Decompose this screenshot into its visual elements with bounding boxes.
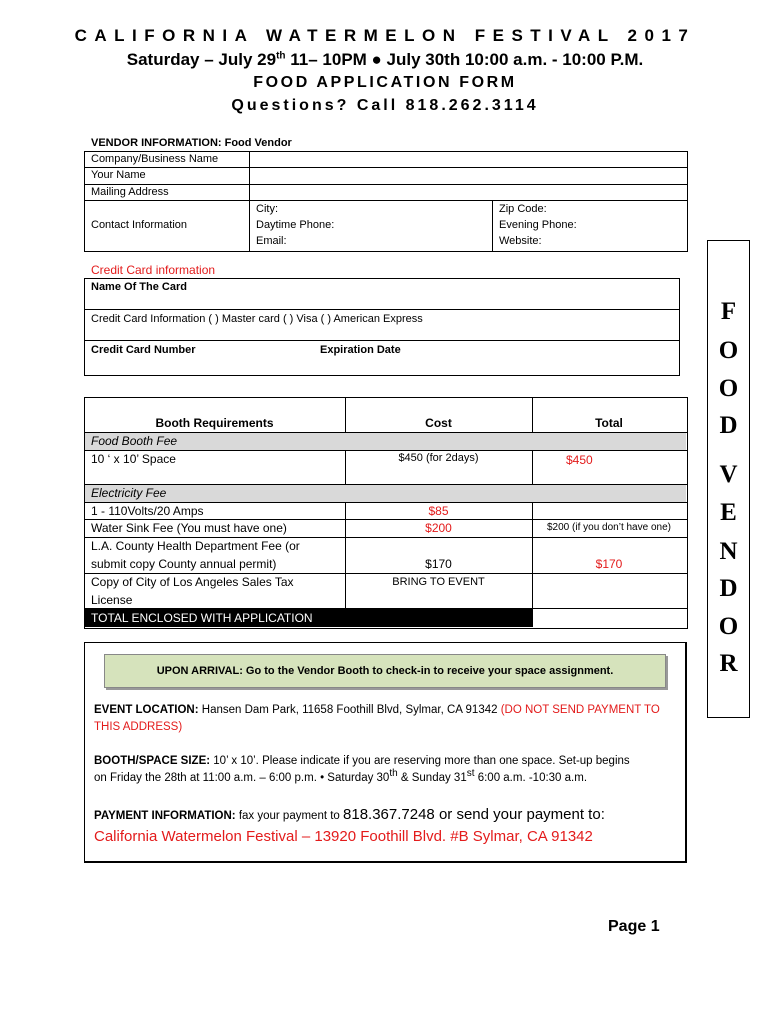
website-field[interactable]: Website:	[499, 235, 542, 247]
side-letter: E	[720, 499, 737, 526]
side-letter: D	[719, 412, 738, 439]
side-letter: V	[719, 461, 738, 488]
side-letter: F	[720, 298, 737, 325]
side-letter: O	[718, 613, 739, 640]
arrival-banner: UPON ARRIVAL: Go to the Vendor Booth to check-in to receive your space assignment.	[104, 654, 666, 688]
health-fee-cost: $170	[425, 557, 452, 571]
space-size-total: $450	[566, 453, 593, 467]
payment-phone: 818.367.7248 or send your payment to:	[343, 806, 605, 823]
sales-tax-cost: BRING TO EVENT	[392, 576, 485, 588]
date-post: 11– 10PM ● July 30th 10:00 a.m. - 10:00 P.M.	[285, 50, 644, 69]
card-type-options[interactable]: Credit Card Information ( ) Master card ( ) Visa ( ) American Express	[91, 313, 423, 325]
booth-sup-th: th	[389, 768, 398, 780]
booth-space-label: BOOTH/SPACE SIZE:	[94, 755, 211, 767]
date-sup: th	[276, 50, 286, 62]
email-field[interactable]: Email:	[256, 235, 287, 247]
col-cost: Cost	[425, 416, 452, 430]
mailing-label: Mailing Address	[91, 186, 169, 198]
expiration-label: Expiration Date	[320, 344, 401, 356]
amps-cost: $85	[428, 504, 449, 518]
payment-text: fax your payment to	[235, 810, 344, 822]
your-name-label: Your Name	[91, 169, 146, 181]
festival-dates	[0, 50, 770, 70]
name-on-card-label: Name Of The Card	[91, 281, 187, 293]
questions-line: Questions? Call 818.262.3114	[231, 97, 539, 114]
page-number: Page 1	[608, 918, 660, 935]
booth-space-text2a: on Friday the 28th at 11:00 a.m. – 6:00 p.m. • Saturday 30	[94, 772, 390, 784]
water-sink-label: Water Sink Fee (You must have one)	[91, 521, 287, 535]
booth-space-text2c: 6:00 a.m. -10:30 a.m.	[474, 772, 588, 784]
payment-address: California Watermelon Festival – 13920 Foothill Blvd. #B Sylmar, CA 91342	[94, 828, 593, 845]
festival-title: CALIFORNIA WATERMELON FESTIVAL 2017	[74, 26, 696, 45]
booth-space-text2b: & Sunday 31	[397, 772, 467, 784]
side-letter: N	[719, 538, 738, 565]
contact-label: Contact Information	[91, 219, 187, 231]
col-booth-requirements: Booth Requirements	[155, 416, 274, 430]
credit-card-title: Credit Card information	[91, 263, 216, 277]
electricity-band	[85, 484, 686, 502]
payment-info	[94, 806, 684, 824]
amps-label: 1 - 110Volts/20 Amps	[91, 504, 204, 518]
space-size-cost: $450 (for 2days)	[398, 452, 479, 464]
health-fee-line1: L.A. County Health Department Fee (or	[91, 539, 300, 553]
side-letter: O	[718, 375, 739, 402]
electricity-fee-label: Electricity Fee	[91, 486, 167, 500]
booth-sup-st: st	[466, 768, 475, 780]
health-fee-total: $170	[595, 557, 623, 571]
event-location-text: Hansen Dam Park, 11658 Foothill Blvd, Sylmar, CA 91342	[198, 704, 501, 716]
water-sink-cost: $200	[425, 521, 452, 535]
date-pre: Saturday – July 29	[126, 50, 277, 69]
card-number-label: Credit Card Number	[91, 344, 196, 356]
event-location-warning: (DO NOT SEND PAYMENT TO THIS ADDRESS)	[94, 704, 660, 733]
booth-space-text: 10’ x 10’. Please indicate if you are reserving more than one space. Set-up begins	[210, 755, 630, 767]
food-vendor-sidebar	[707, 240, 750, 718]
evening-phone-field[interactable]: Evening Phone:	[499, 219, 577, 231]
space-size-label: 10 ‘ x 10’ Space	[91, 452, 176, 466]
sales-tax-line2: License	[91, 593, 133, 607]
col-total: Total	[595, 416, 623, 430]
company-label: Company/Business Name	[91, 153, 219, 165]
health-fee-line2: submit copy County annual permit)	[91, 557, 277, 571]
sales-tax-line1: Copy of City of Los Angeles Sales Tax	[91, 575, 294, 589]
food-booth-fee-label: Food Booth Fee	[91, 434, 178, 448]
payment-label: PAYMENT INFORMATION:	[94, 810, 236, 822]
daytime-phone-field[interactable]: Daytime Phone:	[256, 219, 335, 231]
side-letter: O	[718, 337, 739, 364]
zip-field[interactable]: Zip Code:	[499, 203, 547, 215]
city-field[interactable]: City:	[256, 203, 278, 215]
water-sink-total: $200 (if you don’t have one)	[547, 522, 671, 533]
side-letter: R	[719, 650, 738, 677]
vendor-section-title: VENDOR INFORMATION: Food Vendor	[91, 137, 292, 149]
event-location-label: EVENT LOCATION:	[94, 704, 199, 716]
form-title: FOOD APPLICATION FORM	[253, 74, 517, 91]
side-letter: D	[719, 575, 738, 602]
total-enclosed-label: TOTAL ENCLOSED WITH APPLICATION	[91, 611, 313, 625]
booth-space-size	[94, 753, 684, 787]
event-location	[94, 702, 679, 736]
